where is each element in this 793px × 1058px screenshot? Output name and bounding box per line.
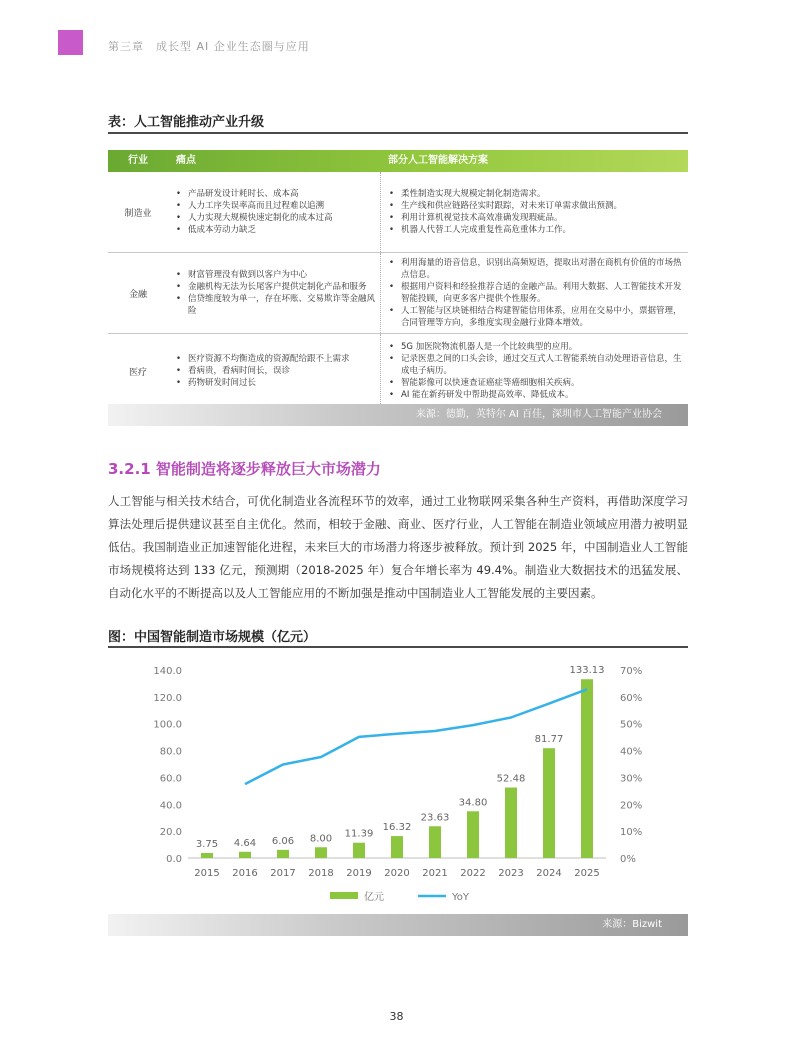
solution-item: • AI 能在新药研发中帮助提高效率、降低成本。 <box>401 389 688 401</box>
row-solutions <box>380 253 688 333</box>
x-tick-label: 2022 <box>460 868 486 879</box>
x-tick-label: 2024 <box>536 868 562 879</box>
header-pain-points: 痛点 <box>176 155 196 166</box>
solution-item: • 根据用户资料和经验推荐合适的金融产品。利用大数据、人工智能技术开发智能投顾，向更多客户提供个性服务。 <box>401 281 688 305</box>
pain-point-item: • 低成本劳动力缺乏 <box>188 224 380 236</box>
y-right-tick-label: 40% <box>620 746 643 758</box>
bar-2019 <box>353 843 365 858</box>
chapter-header: 第三章 成长型 AI 企业生态圈与应用 <box>108 40 310 53</box>
bar-2021 <box>429 826 441 858</box>
pain-point-item: • 产品研发设计耗时长、成本高 <box>188 188 380 200</box>
y-right-tick-label: 30% <box>620 773 643 785</box>
pain-point-item: • 人力实现大规模快速定制化的成本过高 <box>188 212 380 224</box>
table-source-bar: 来源：德勤，英特尔 AI 百佳，深圳市人工智能产业协会 <box>108 404 688 426</box>
row-industry: 金融 <box>128 289 147 300</box>
x-tick-label: 2019 <box>346 868 372 879</box>
row-industry: 医疗 <box>128 367 147 378</box>
market-size-chart <box>108 652 688 914</box>
solution-item: • 记录医患之间的口头会诊，通过交互式人工智能系统自动处理语音信息，生成电子病历。 <box>401 353 688 377</box>
bar-value-label: 8.00 <box>309 833 333 845</box>
row-pain-points <box>168 253 380 333</box>
y-left-tick-label: 20.0 <box>159 827 182 839</box>
row-solutions <box>380 334 688 408</box>
page-number: 38 <box>389 1010 404 1023</box>
body-paragraph: 人工智能与相关技术结合，可优化制造业各流程环节的效率，通过工业物联网采集各种生产资料，再借助深度学习算法处理后提供建议甚至自主优化。然而，相较于金融、商业、医疗行业，人工智能在制造业领域应用潜力被明显低估。我国制造业正加速智能化进程，未来巨大的市场潜力将逐步被释放。预计到 2025 年，中国制造业人工智能市场规模将达到 133 亿元，预测期（2018-2025 年）复合年增长率为 49.4%。制造业大数据技术的迅猛发展、自动化水平的不断提高以及人工智能应用的不断加强是推动中国制造业人工智能发展的主要因素。 <box>108 494 688 600</box>
title-divider <box>108 132 688 134</box>
pain-point-item: • 人力工序失误率高而且过程难以追溯 <box>188 200 380 212</box>
x-tick-label: 2025 <box>574 868 600 879</box>
y-left-tick-label: 120.0 <box>153 692 182 704</box>
bar-2020 <box>391 836 403 858</box>
solution-item: • 柔性制造实现大规模定制化制造需求。 <box>401 188 688 200</box>
table-row <box>108 253 688 334</box>
solution-item: • 利用计算机视觉技术高效准确发现瑕疵品。 <box>401 212 688 224</box>
row-industry: 制造业 <box>124 208 152 219</box>
pain-point-item: • 金融机构无法为长尾客户提供定制化产品和服务 <box>188 281 380 293</box>
header-solutions: 部分人工智能解决方案 <box>388 155 488 166</box>
y-right-tick-label: 0% <box>620 854 636 865</box>
pain-point-item: • 医疗资源不均衡造成的资源配给跟不上需求 <box>188 353 380 365</box>
pain-point-item: • 看病贵，看病时间长，误诊 <box>188 365 380 377</box>
row-solutions <box>380 172 688 252</box>
pain-point-item: • 药物研发时间过长 <box>188 377 380 389</box>
chart-source-bar: 来源：Bizwit <box>108 914 688 936</box>
solution-item: • 5G 加医院物流机器人是一个比较典型的应用。 <box>401 341 688 353</box>
x-tick-label: 2018 <box>308 868 334 879</box>
y-right-tick-label: 50% <box>620 719 643 731</box>
chapter-color-block <box>58 30 83 55</box>
header-industry: 行业 <box>128 155 148 166</box>
solution-item: • 生产线和供应链路径实时跟踪，对未来订单需求做出预测。 <box>401 200 688 212</box>
bar-value-label: 52.48 <box>496 773 526 785</box>
y-left-tick-label: 140.0 <box>153 666 182 677</box>
section-heading: 3.2.1 智能制造将逐步释放巨大市场潜力 <box>108 460 381 478</box>
pain-point-item: • 财富管理没有做到以客户为中心 <box>188 269 380 281</box>
pain-point-item: • 信贷维度较为单一，存在坏账、交易欺诈等金融风险 <box>188 293 380 317</box>
bar-2023 <box>505 788 517 858</box>
bar-value-label: 6.06 <box>271 835 295 847</box>
bar-value-label: 23.63 <box>420 812 450 824</box>
bar-value-label: 3.75 <box>195 838 219 850</box>
table-header-row <box>108 150 688 172</box>
chart-title-divider <box>108 646 688 648</box>
y-left-tick-label: 60.0 <box>159 773 182 785</box>
bar-value-label: 81.77 <box>534 734 564 746</box>
y-left-tick-label: 100.0 <box>153 719 182 731</box>
bar-value-label: 4.64 <box>233 837 257 849</box>
x-tick-label: 2020 <box>384 868 410 879</box>
x-tick-label: 2016 <box>232 868 258 879</box>
y-right-tick-label: 10% <box>620 827 643 839</box>
bar-2022 <box>467 811 479 858</box>
y-left-tick-label: 40.0 <box>159 800 182 812</box>
x-tick-label: 2017 <box>270 868 296 879</box>
y-left-tick-label: 0.0 <box>166 854 182 865</box>
bar-2016 <box>239 852 251 858</box>
bar-value-label: 34.80 <box>458 797 488 809</box>
bar-value-label: 133.13 <box>569 665 605 677</box>
bar-2017 <box>277 850 289 858</box>
solution-item: • 人工智能与区块链相结合构建智能信用体系，应用在交易中小，票据管理，合同管理等方向，多维度实现金融行业降本增效。 <box>401 305 688 329</box>
table-row <box>108 334 688 409</box>
y-right-tick-label: 20% <box>620 800 643 812</box>
bar-2024 <box>543 748 555 858</box>
row-pain-points <box>168 334 380 408</box>
bar-2025 <box>581 679 593 858</box>
x-tick-label: 2023 <box>498 868 524 879</box>
solution-item: • 利用海量的语音信息，识别出高频短语，提取出对潜在商机有价值的市场热点信息。 <box>401 257 688 281</box>
x-tick-label: 2015 <box>194 868 220 879</box>
y-right-tick-label: 60% <box>620 692 643 704</box>
y-left-tick-label: 80.0 <box>159 746 182 758</box>
row-pain-points <box>168 172 380 252</box>
legend-label-yoy: YoY <box>452 892 470 903</box>
chart-title: 图：中国智能制造市场规模（亿元） <box>108 630 317 645</box>
legend-label-bars: 亿元 <box>364 892 384 903</box>
solution-item: • 机器人代替工人完成重复性高危重体力工作。 <box>401 224 688 236</box>
solution-item: • 智能影像可以快速查证癌症等癌细胞相关疾病。 <box>401 377 688 389</box>
industry-table <box>108 150 688 409</box>
bar-2018 <box>315 847 327 858</box>
legend-swatch-bars <box>330 892 358 899</box>
bar-value-label: 11.39 <box>344 828 374 840</box>
x-tick-label: 2021 <box>422 868 448 879</box>
y-right-tick-label: 70% <box>620 666 643 677</box>
table-row <box>108 172 688 253</box>
bar-value-label: 16.32 <box>382 822 412 834</box>
bar-2015 <box>201 853 213 858</box>
table-title: 表：人工智能推动产业升级 <box>108 115 265 130</box>
